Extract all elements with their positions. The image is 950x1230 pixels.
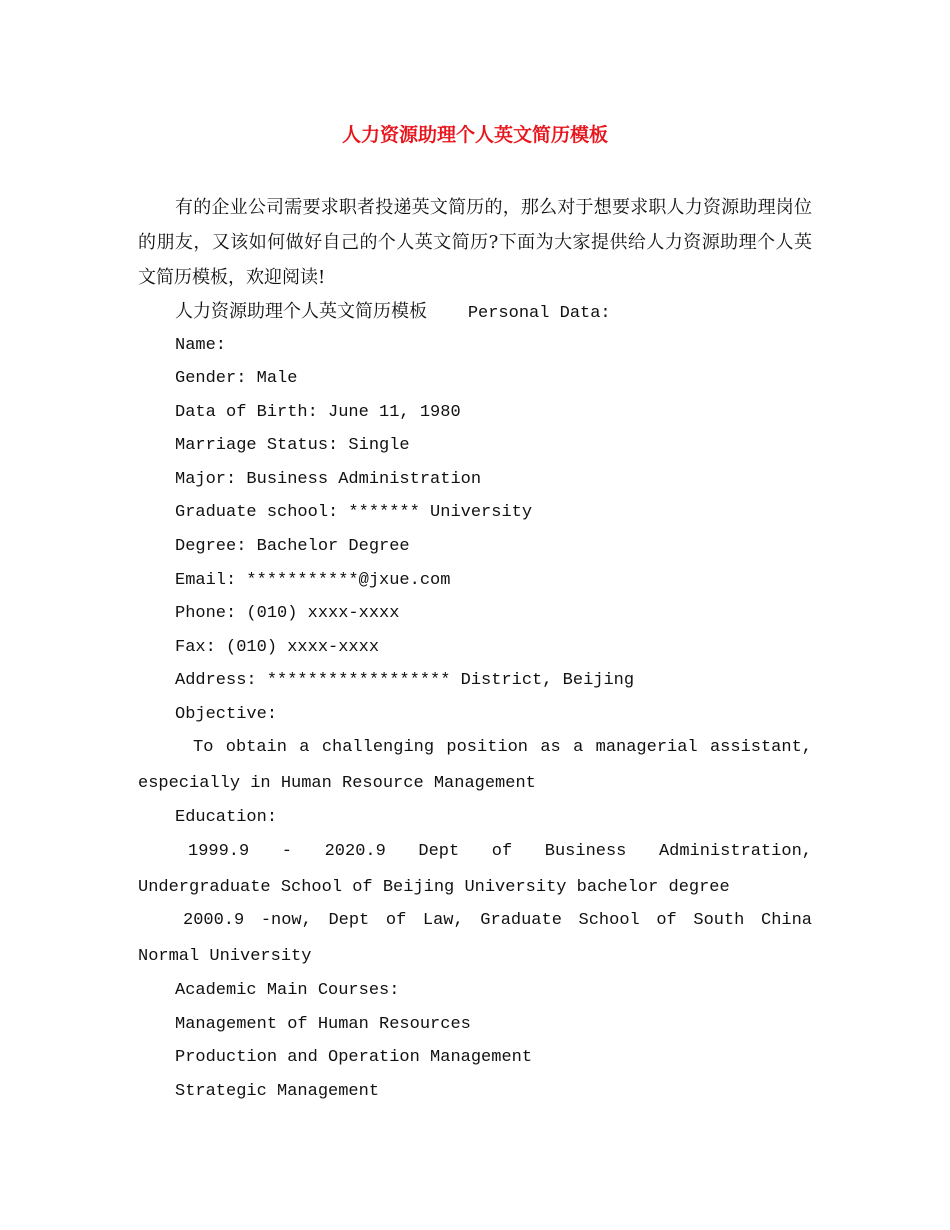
education-label: Education: (175, 808, 278, 827)
course-item-2: Production and Operation Management (175, 1048, 533, 1067)
marriage-line: Marriage Status: Single (175, 436, 410, 455)
intro-paragraph: 有的企业公司需要求职者投递英文简历的，那么对于想要求职人力资源助理岗位的朋友，又该如何做好自己的个人英文简历?下面为大家提供给人力资源助理个人英文简历模板，欢迎阅读! (138, 197, 812, 288)
heading-cn: 人力资源助理个人英文简历模板 (175, 301, 427, 322)
phone-line: Phone: (010) xxxx-xxxx (175, 604, 400, 623)
document-title: 人力资源助理个人英文简历模板 (341, 124, 608, 146)
personal-data-label: Personal Data: (467, 304, 611, 323)
fax-line: Fax: (010) xxxx-xxxx (175, 638, 380, 657)
objective-label: Objective: (175, 705, 278, 724)
school-line: Graduate school: ******* University (175, 503, 533, 522)
courses-label: Academic Main Courses: (175, 981, 400, 1000)
education-item-1: 1999.9 - 2020.9 Dept of Business Administration, Undergraduate School of Beijing University bachelor degree (138, 842, 812, 897)
objective-text: To obtain a challenging position as a managerial assistant, especially in Human Resource Management (138, 738, 812, 793)
section-heading (175, 300, 611, 326)
email-line: Email: ***********@jxue.com (175, 571, 451, 590)
degree-line: Degree: Bachelor Degree (175, 537, 410, 556)
major-line: Major: Business Administration (175, 470, 482, 489)
course-item-1: Management of Human Resources (175, 1015, 471, 1034)
education-item-2: 2000.9 -now, Dept of Law, Graduate School of South China Normal University (138, 911, 812, 966)
address-line: Address: ****************** District, Beijing (175, 671, 635, 690)
name-line: Name: (175, 336, 227, 355)
course-item-3: Strategic Management (175, 1082, 380, 1101)
gender-line: Gender: Male (175, 369, 298, 388)
birth-line: Data of Birth: June 11, 1980 (175, 403, 461, 422)
